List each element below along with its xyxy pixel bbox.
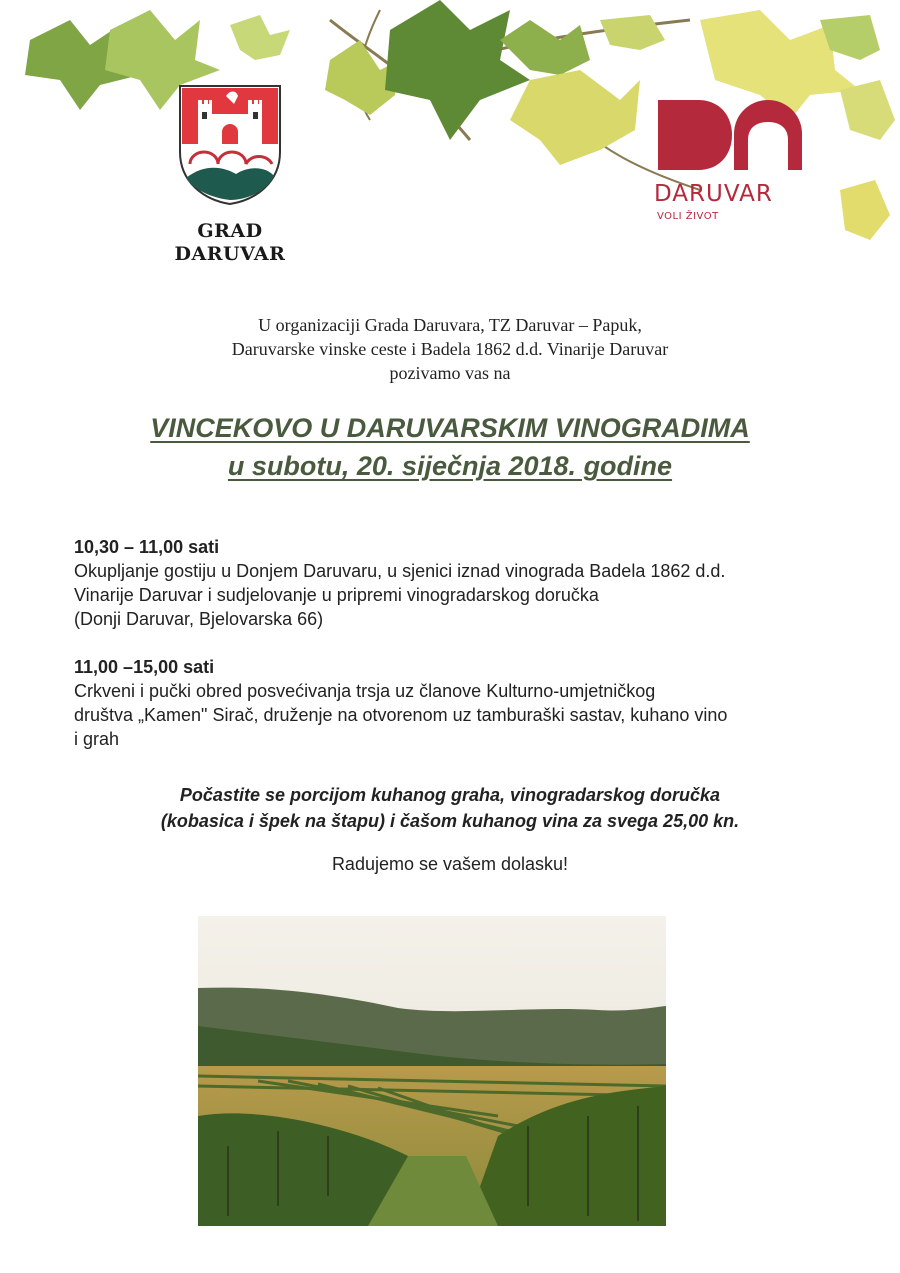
offer-line: Počastite se porcijom kuhanog graha, vinogradarskog doručka xyxy=(179,785,721,805)
brand-tagline: VOLI ŽIVOT xyxy=(657,211,719,222)
offer-text xyxy=(60,782,840,834)
schedule-desc-line: Vinarije Daruvar i sudjelovanje u pripremi vinogradarskog doručka xyxy=(74,585,599,605)
schedule-time: 11,00 –15,00 sati xyxy=(74,657,215,677)
intro-line: Daruvarske vinske ceste i Badela 1862 d.d. Vinarije Daruvar xyxy=(231,339,669,359)
coat-of-arms-icon xyxy=(176,82,284,206)
intro-line: U organizaciji Grada Daruvara, TZ Daruvar – Papuk, xyxy=(258,315,642,335)
brand-name: DARUVAR xyxy=(654,181,773,207)
schedule-desc-line: i grah xyxy=(74,729,120,749)
schedule-desc-line: (Donji Daruvar, Bjelovarska 66) xyxy=(74,609,324,629)
schedule-item xyxy=(74,535,844,631)
schedule-desc-line: Crkveni i pučki obred posvećivanja trsja uz članove Kulturno-umjetničkog xyxy=(74,681,656,701)
schedule-item xyxy=(74,655,844,751)
closing-text: Radujemo se vašem dolasku! xyxy=(331,854,569,874)
da-logo-icon xyxy=(658,100,808,170)
city-name-line1: GRAD xyxy=(197,220,263,242)
event-date: u subotu, 20. siječnja 2018. godine xyxy=(227,451,673,481)
intro-line: pozivamo vas na xyxy=(389,363,511,383)
vineyard-photo xyxy=(198,916,666,1226)
offer-line: (kobasica i špek na štapu) i čašom kuhanog vina za svega 25,00 kn. xyxy=(160,811,740,831)
event-title: VINCEKOVO U DARUVARSKIM VINOGRADIMA xyxy=(150,413,750,443)
schedule-desc-line: Okupljanje gostiju u Donjem Daruvaru, u sjenici iznad vinograda Badela 1862 d.d. xyxy=(74,561,726,581)
city-name-line2: DARUVAR xyxy=(174,243,286,265)
schedule-time: 10,30 – 11,00 sati xyxy=(74,537,220,557)
schedule-desc-line: društva „Kamen" Sirač, druženje na otvorenom uz tamburaški sastav, kuhano vino xyxy=(74,705,728,725)
intro-text xyxy=(100,313,800,385)
